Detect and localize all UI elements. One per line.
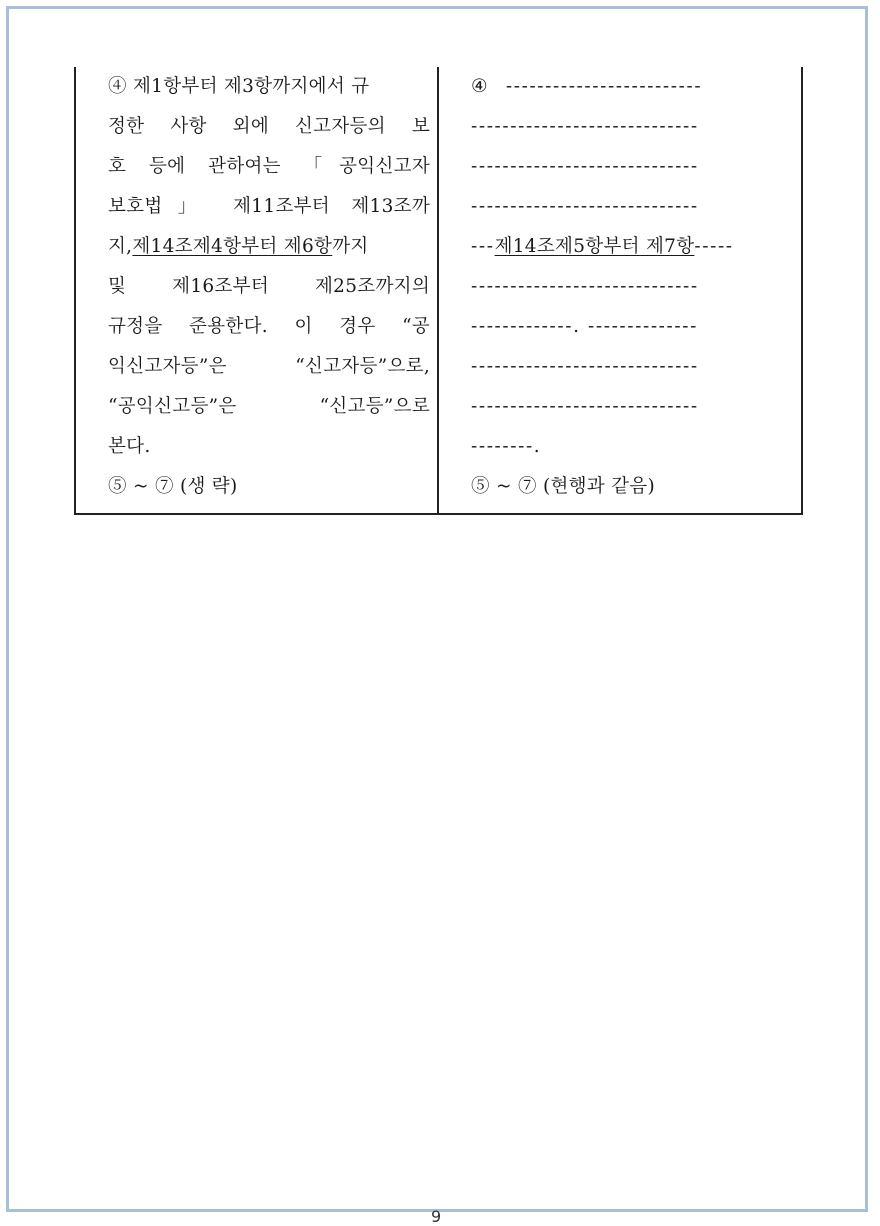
text-line: 정한 사항 외에 신고자등의 보 [108,116,430,137]
dash-line: -------------. -------------- [471,316,698,337]
dash-line: --- [471,236,495,257]
text-segment: 지, [108,236,133,257]
text-line [108,71,430,103]
text-line: 호 등에 관하여는 「공익신고자 [108,156,430,177]
text-segment: ④ 제1항부터 제3항까지에서 규 [108,76,370,97]
revision-column [76,67,439,513]
comparison-table [74,67,803,515]
page-number: 9 [431,1207,442,1226]
dash-line: ----------------------------- [471,196,699,217]
text-line [471,231,791,263]
paragraph-5: ⑤ ~ ⑦ (현행과 같음) [471,476,656,497]
paragraph-marker: ④ [471,76,488,97]
paragraph-5: ⑤ ~ ⑦ (생 략) [108,476,238,497]
dash-line: ----- [694,236,734,257]
text-line: 및 제16조부터 제25조까지의 [108,276,430,297]
amended-text: 제14조제4항부터 제6항 [132,236,333,257]
text-line: 규정을 준용한다. 이 경우 “공 [108,316,430,337]
text-line: 본다. [108,436,151,457]
text-line: 익신고자등”은 “신고자등”으로, [108,356,430,377]
text-line [108,231,430,263]
text-line: “공익신고등”은 “신고등”으로 [108,396,430,417]
amended-text: 제14조제5항부터 제7항 [494,236,695,257]
dash-line: --------. [471,436,542,457]
text-segment: 까지 [332,236,369,257]
dash-line: ------------------------- [505,76,703,97]
dash-line: ----------------------------- [471,276,699,297]
text-line: 보호법」 제11조부터 제13조까 [108,196,430,217]
dash-line: ----------------------------- [471,356,699,377]
dash-line: ----------------------------- [471,396,699,417]
dash-line: ----------------------------- [471,116,699,137]
dash-line: ----------------------------- [471,156,699,177]
current-law-column [439,67,801,513]
text-line [471,71,791,103]
